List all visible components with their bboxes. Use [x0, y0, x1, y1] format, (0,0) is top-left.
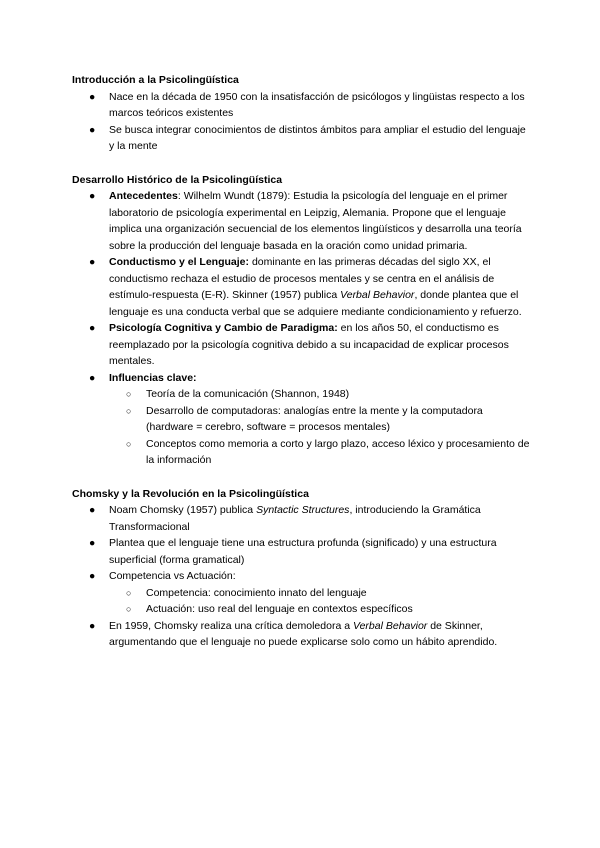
hollow-bullet-icon: ○	[126, 604, 132, 614]
item-text: En 1959, Chomsky realiza una crítica demoledora a	[109, 619, 353, 632]
sub-list-item	[72, 436, 530, 469]
list-item	[72, 535, 530, 568]
item-text: dominante en las primeras décadas del siglo XX, el conductismo rechaza el estudio de procesos mentales y se centra en el análisis de estímulo-respuesta (E-R). Skinner (1957) publica	[109, 256, 495, 301]
book-title: Verbal Behavior	[352, 619, 428, 632]
bullet-icon: ●	[89, 371, 96, 384]
item-text: , introduciendo la Gramática Transformacional	[109, 504, 481, 533]
hollow-bullet-icon: ○	[126, 405, 132, 416]
item-text: Nace en la década de 1950 con la insatisfacción de psicólogos y lingüistas respecto a los marcos teóricos existentes	[109, 90, 525, 119]
list-item	[72, 188, 530, 254]
hollow-bullet-icon: ○	[126, 389, 132, 399]
item-text: de Skinner, argumentando que el lenguaje no puede explicarse solo como un hábito aprendido.	[109, 619, 498, 648]
sub-list-item	[72, 403, 530, 436]
sub-bullet-list	[109, 386, 530, 469]
sub-list-item	[72, 585, 530, 602]
bullet-icon: ●	[89, 322, 96, 334]
sub-bullet-list	[109, 585, 530, 618]
item-text: Competencia vs Actuación:	[109, 570, 236, 582]
bullet-icon: ●	[89, 504, 96, 516]
item-text: Noam Chomsky (1957) publica	[109, 504, 257, 516]
section-chomsky	[72, 486, 530, 651]
section-title: Chomsky y la Revolución en la Psicolingüística	[72, 487, 309, 500]
list-item	[72, 370, 530, 469]
sub-list-item	[72, 386, 530, 403]
item-label: Influencias clave:	[109, 371, 197, 384]
bullet-list	[72, 89, 530, 155]
item-text: Teoría de la comunicación (Shannon, 1948)	[146, 388, 350, 400]
list-item	[72, 568, 530, 618]
bullet-icon: ●	[89, 90, 96, 103]
bullet-icon: ●	[89, 537, 96, 549]
item-text: , donde plantea que el lenguaje es una conducta verbal que se adquiere mediante condicionamiento y refuerzo.	[109, 289, 522, 318]
list-item	[72, 502, 530, 535]
list-item	[72, 89, 530, 122]
bullet-list	[72, 188, 530, 469]
item-text: Se busca integrar conocimientos de distintos ámbitos para ampliar el estudio del lenguaje y la mente	[109, 123, 526, 152]
item-text: Actuación: uso real del lenguaje en contextos específicos	[146, 603, 413, 615]
item-text: Conceptos como memoria a corto y largo plazo, acceso léxico y procesamiento de la información	[146, 437, 530, 466]
sub-list-item	[72, 601, 530, 618]
bullet-icon: ●	[89, 570, 96, 582]
item-label: Conductismo y el Lenguaje:	[109, 256, 250, 268]
hollow-bullet-icon: ○	[126, 438, 132, 449]
hollow-bullet-icon: ○	[126, 587, 132, 598]
bullet-icon: ●	[89, 619, 96, 632]
list-item	[72, 254, 530, 320]
item-text: en los años 50, el conductismo es reemplazado por la psicología cognitiva debido a su incapacidad de explicar procesos mentales.	[109, 322, 509, 367]
section-intro	[72, 72, 530, 155]
item-text: : Wilhelm Wundt (1879): Estudia la psicología del lenguaje en el primer laboratorio de psicología experimental en Leipzig, Alemania. Propone que el lenguaje implica una organización secuencial de los elementos lingüísticos y desarrolla una teoría sobre la producción del lenguaje basada en la oración como unidad primaria.	[109, 190, 522, 252]
section-title: Desarrollo Histórico de la Psicolingüística	[72, 173, 283, 186]
section-history	[72, 172, 530, 469]
item-text: Competencia: conocimiento innato del lenguaje	[146, 586, 367, 599]
book-title: Verbal Behavior	[340, 289, 415, 301]
item-text: Plantea que el lenguaje tiene una estructura profunda (significado) y una estructura superficial (forma gramatical)	[109, 537, 497, 566]
item-label: Psicología Cognitiva y Cambio de Paradigma:	[109, 322, 338, 334]
item-label: Antecedentes	[109, 190, 178, 202]
item-text: Desarrollo de computadoras: analogías entre la mente y la computadora (hardware = cerebro, software = procesos mentales)	[146, 404, 483, 433]
bullet-icon: ●	[89, 190, 96, 202]
section-title: Introducción a la Psicolingüística	[72, 74, 239, 86]
bullet-icon: ●	[89, 123, 96, 136]
list-item	[72, 122, 530, 155]
bullet-list	[72, 502, 530, 651]
bullet-icon: ●	[89, 256, 96, 268]
book-title: Syntactic Structures	[256, 504, 350, 516]
list-item	[72, 320, 530, 370]
list-item	[72, 618, 530, 651]
